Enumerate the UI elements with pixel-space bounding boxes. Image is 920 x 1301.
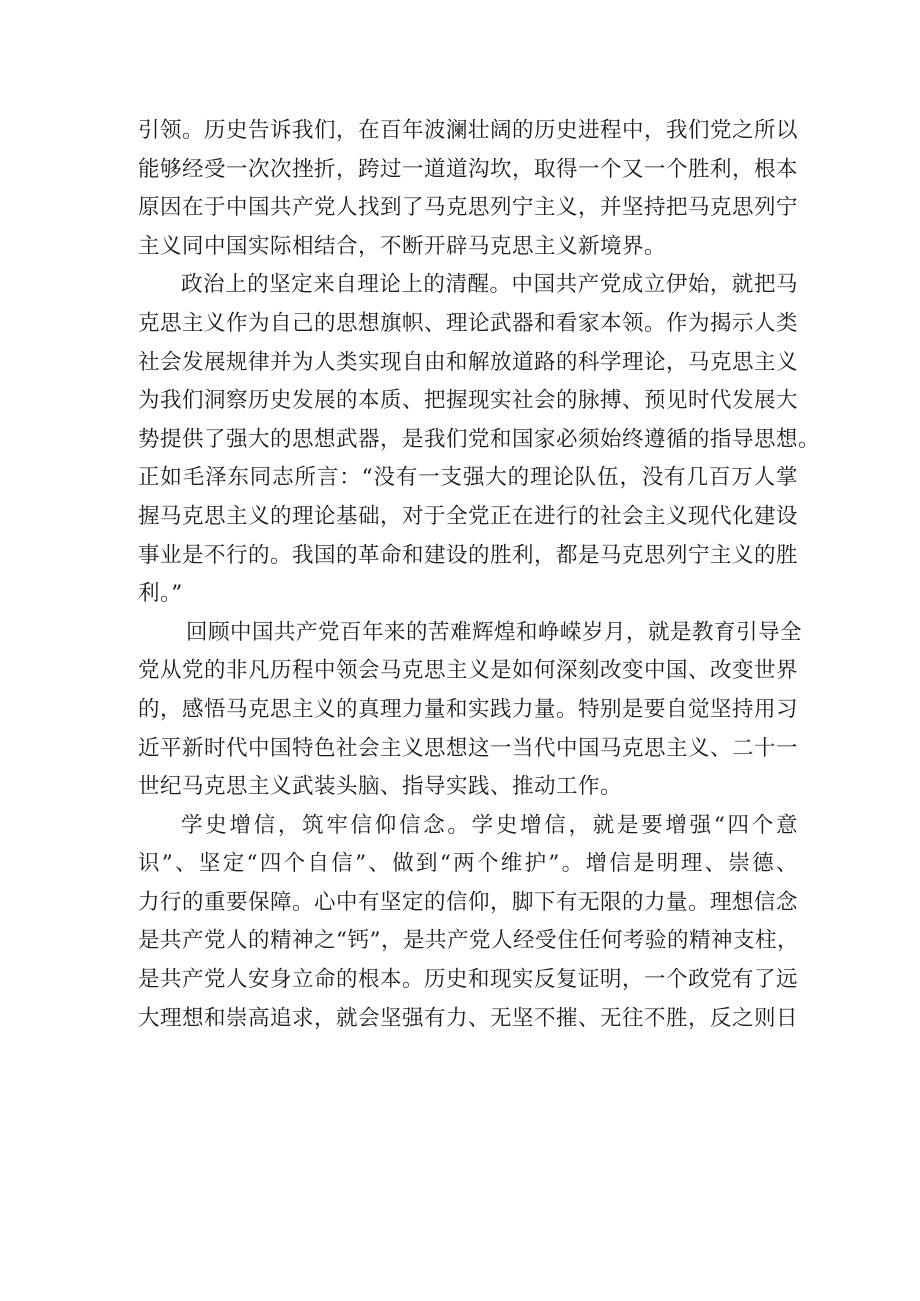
text-line: 利。” bbox=[138, 581, 183, 607]
text-line: 力行的重要保障。心中有坚定的信仰，脚下有无限的力量。理想信念 bbox=[138, 889, 799, 915]
text-line: 是共产党人安身立命的根本。历史和现实反复证明，一个政党有了远 bbox=[138, 967, 799, 993]
text-line: 近平新时代中国特色社会主义思想这一当代中国马克思主义、二十一 bbox=[138, 735, 799, 761]
body-text bbox=[138, 112, 821, 1038]
text-line: 识”、坚定“四个自信”、做到“两个维护”。增信是明理、崇德、 bbox=[138, 851, 798, 877]
text-line-indented: 回顾中国共产党百年来的苦难辉煌和峥嵘岁月，就是教育引导全 bbox=[186, 619, 803, 645]
text-line: 势提供了强大的思想武器，是我们党和国家必须始终遵循的指导思想。 bbox=[138, 426, 821, 452]
text-line: 世纪马克思主义武装头脑、指导实践、推动工作。 bbox=[138, 774, 623, 800]
text-line: 原因在于中国共产党人找到了马克思列宁主义，并坚持把马克思列宁 bbox=[138, 195, 799, 221]
text-line: 的，感悟马克思主义的真理力量和实践力量。特别是要自觉坚持用习 bbox=[138, 696, 799, 722]
text-line: 大理想和崇高追求，就会坚强有力、无坚不摧、无往不胜，反之则日 bbox=[138, 1005, 799, 1031]
text-line-indented: 政治上的坚定来自理论上的清醒。中国共产党成立伊始，就把马 bbox=[181, 272, 798, 298]
text-line: 主义同中国实际相结合，不断开辟马克思主义新境界。 bbox=[138, 233, 667, 259]
text-line-indented: 学史增信，筑牢信仰信念。学史增信，就是要增强“四个意 bbox=[181, 812, 798, 838]
text-line: 事业是不行的。我国的革命和建设的胜利，都是马克思列宁主义的胜 bbox=[138, 542, 799, 568]
text-line: 为我们洞察历史发展的本质、把握现实社会的脉搏、预见时代发展大 bbox=[138, 388, 799, 414]
text-line: 克思主义作为自己的思想旗帜、理论武器和看家本领。作为揭示人类 bbox=[138, 310, 799, 336]
text-line: 是共产党人的精神之“钙”，是共产党人经受住任何考验的精神支柱， bbox=[138, 928, 799, 954]
text-line: 能够经受一次次挫折，跨过一道道沟坎，取得一个又一个胜利，根本 bbox=[138, 156, 799, 182]
text-line: 握马克思主义的理论基础，对于全党正在进行的社会主义现代化建设 bbox=[138, 503, 799, 529]
text-line: 正如毛泽东同志所言：“没有一支强大的理论队伍，没有几百万人掌 bbox=[138, 465, 798, 491]
text-line: 社会发展规律并为人类实现自由和解放道路的科学理论，马克思主义 bbox=[138, 349, 799, 375]
text-line: 引领。历史告诉我们，在百年波澜壮阔的历史进程中，我们党之所以 bbox=[138, 118, 799, 143]
text-line: 党从党的非凡历程中领会马克思主义是如何深刻改变中国、改变世界 bbox=[138, 658, 799, 684]
